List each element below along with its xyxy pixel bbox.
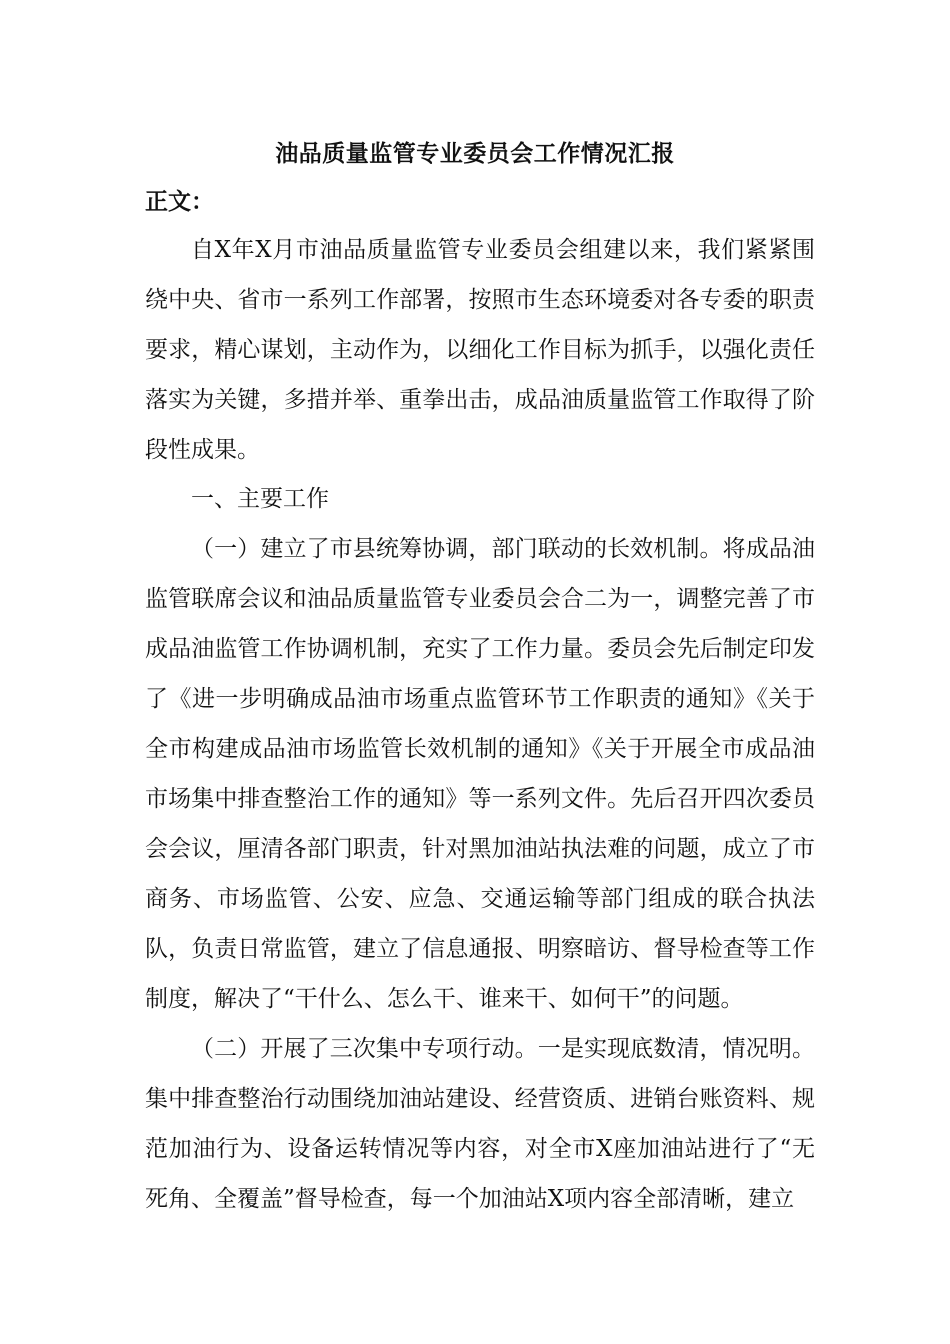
intro-paragraph: 自X年X月市油品质量监管专业委员会组建以来，我们紧紧围绕中央、省市一系列工作部署，按照市生态环境委对各专委的职责要求，精心谋划，主动作为，以细化工作目标为抓手，以强化责任落实为关键，多措并举、重拳出击，成品油质量监管工作取得了阶段性成果。 (145, 237, 815, 463)
paragraph-mechanism: （一）建立了市县统筹协调，部门联动的长效机制。将成品油监管联席会议和油品质量监管专业委员会合二为一，调整完善了市成品油监管工作协调机制，充实了工作力量。委员会先后制定印发了《进一步明确成品油市场重点监管环节工作职责的通知》《关于全市构建成品油市场监管长效机制的通知》《关于开展全市成品油市场集中排查整治工作的通知》等一系列文件。先后召开四次委员会会议，厘清各部门职责，针对黑加油站执法难的问题，成立了市商务、市场监管、公安、应急、交通运输等部门组成的联合执法队，负责日常监管，建立了信息通报、明察暗访、督导检查等工作制度，解决了“干什么、怎么干、谁来干、如何干”的问题。 (145, 536, 815, 1012)
document-title: 油品质量监管专业委员会工作情况汇报 (275, 140, 675, 167)
body-label: 正文： (145, 188, 214, 215)
section-heading: 一、主要工作 (191, 486, 329, 512)
paragraph-special-actions: （二）开展了三次集中专项行动。一是实现底数清，情况明。集中排查整治行动围绕加油站建设、经营资质、进销台账资料、规范加油行为、设备运转情况等内容，对全市X座加油站进行了“无死角、全覆盖”督导检查，每一个加油站X项内容全部清晰，建立 (145, 1036, 815, 1212)
